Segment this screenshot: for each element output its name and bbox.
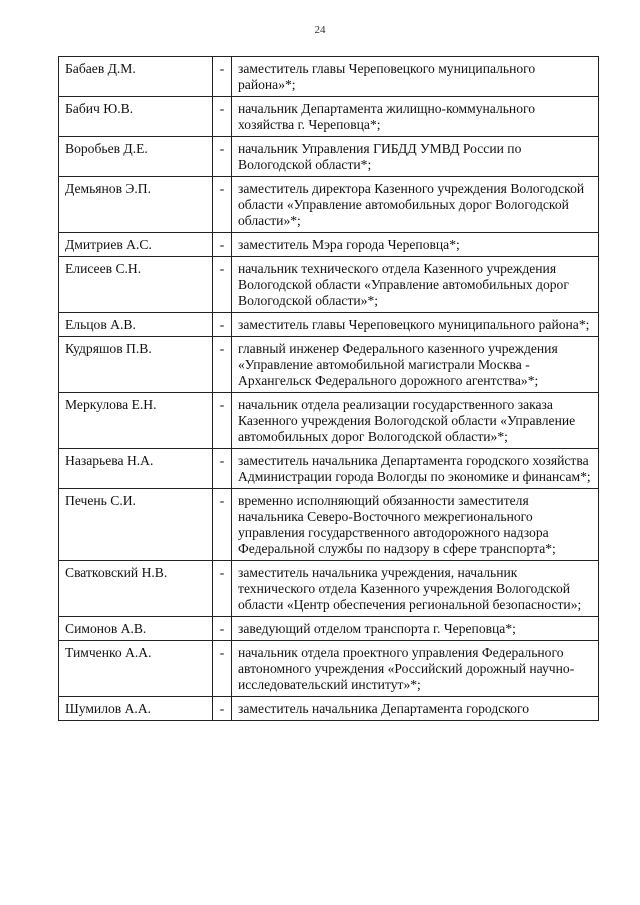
- member-name: Сватковский Н.В.: [59, 561, 213, 617]
- member-position: главный инженер Федерального казенного учреждения «Управление автомобильной магистрали Москва - Архангельск Федерального дорожного агентства»*;: [232, 337, 599, 393]
- table-row: [59, 489, 599, 561]
- table-row: [59, 641, 599, 697]
- member-position: временно исполняющий обязанности заместителя начальника Северо-Восточного межрегионального управления государственного автодорожного надзора Федеральной службы по надзору в сфере транспорта*;: [232, 489, 599, 561]
- table-row: [59, 561, 599, 617]
- member-position: заместитель главы Череповецкого муниципального района*;: [232, 313, 599, 337]
- table-row: [59, 97, 599, 137]
- member-name: Меркулова Е.Н.: [59, 393, 213, 449]
- member-name: Тимченко А.А.: [59, 641, 213, 697]
- dash-separator: -: [213, 489, 232, 561]
- table-row: [59, 617, 599, 641]
- member-name: Елисеев С.Н.: [59, 257, 213, 313]
- table-row: [59, 233, 599, 257]
- member-name: Демьянов Э.П.: [59, 177, 213, 233]
- table-row: [59, 177, 599, 233]
- member-position: начальник технического отдела Казенного учреждения Вологодской области «Управление автомобильных дорог Вологодской области»*;: [232, 257, 599, 313]
- member-name: Ельцов А.В.: [59, 313, 213, 337]
- table-row: [59, 393, 599, 449]
- dash-separator: -: [213, 449, 232, 489]
- member-position: начальник Управления ГИБДД УМВД России по Вологодской области*;: [232, 137, 599, 177]
- table-row: [59, 697, 599, 721]
- dash-separator: -: [213, 617, 232, 641]
- member-name: Шумилов А.А.: [59, 697, 213, 721]
- dash-separator: -: [213, 641, 232, 697]
- dash-separator: -: [213, 313, 232, 337]
- member-position: начальник отдела проектного управления Федерального автономного учреждения «Российский дорожный научно-исследовательский институт»*;: [232, 641, 599, 697]
- dash-separator: -: [213, 561, 232, 617]
- dash-separator: -: [213, 233, 232, 257]
- dash-separator: -: [213, 137, 232, 177]
- member-position: заместитель начальника учреждения, начальник технического отдела Казенного учреждения Вологодской области «Центр обеспечения региональной безопасности»;: [232, 561, 599, 617]
- member-position: заведующий отделом транспорта г. Череповца*;: [232, 617, 599, 641]
- member-position: начальник Департамента жилищно-коммунального хозяйства г. Череповца*;: [232, 97, 599, 137]
- dash-separator: -: [213, 97, 232, 137]
- member-position: начальник отдела реализации государственного заказа Казенного учреждения Вологодской области «Управление автомобильных дорог Вологодской области»*;: [232, 393, 599, 449]
- dash-separator: -: [213, 57, 232, 97]
- member-name: Бабаев Д.М.: [59, 57, 213, 97]
- dash-separator: -: [213, 393, 232, 449]
- table-row: [59, 449, 599, 489]
- member-name: Печень С.И.: [59, 489, 213, 561]
- table-row: [59, 337, 599, 393]
- dash-separator: -: [213, 697, 232, 721]
- member-name: Воробьев Д.Е.: [59, 137, 213, 177]
- member-position: заместитель начальника Департамента городского: [232, 697, 599, 721]
- member-name: Бабич Ю.В.: [59, 97, 213, 137]
- table-row: [59, 257, 599, 313]
- table-row: [59, 57, 599, 97]
- member-position: заместитель главы Череповецкого муниципального района»*;: [232, 57, 599, 97]
- member-name: Симонов А.В.: [59, 617, 213, 641]
- member-name: Кудряшов П.В.: [59, 337, 213, 393]
- member-position: заместитель Мэра города Череповца*;: [232, 233, 599, 257]
- member-name: Назарьева Н.А.: [59, 449, 213, 489]
- member-position: заместитель начальника Департамента городского хозяйства Администрации города Вологды по экономике и финансам*;: [232, 449, 599, 489]
- dash-separator: -: [213, 257, 232, 313]
- member-name: Дмитриев А.С.: [59, 233, 213, 257]
- commission-members-table: [58, 56, 599, 721]
- dash-separator: -: [213, 337, 232, 393]
- dash-separator: -: [213, 177, 232, 233]
- member-position: заместитель директора Казенного учреждения Вологодской области «Управление автомобильных дорог Вологодской области»*;: [232, 177, 599, 233]
- page-number: 24: [314, 24, 326, 36]
- table-row: [59, 313, 599, 337]
- table-row: [59, 137, 599, 177]
